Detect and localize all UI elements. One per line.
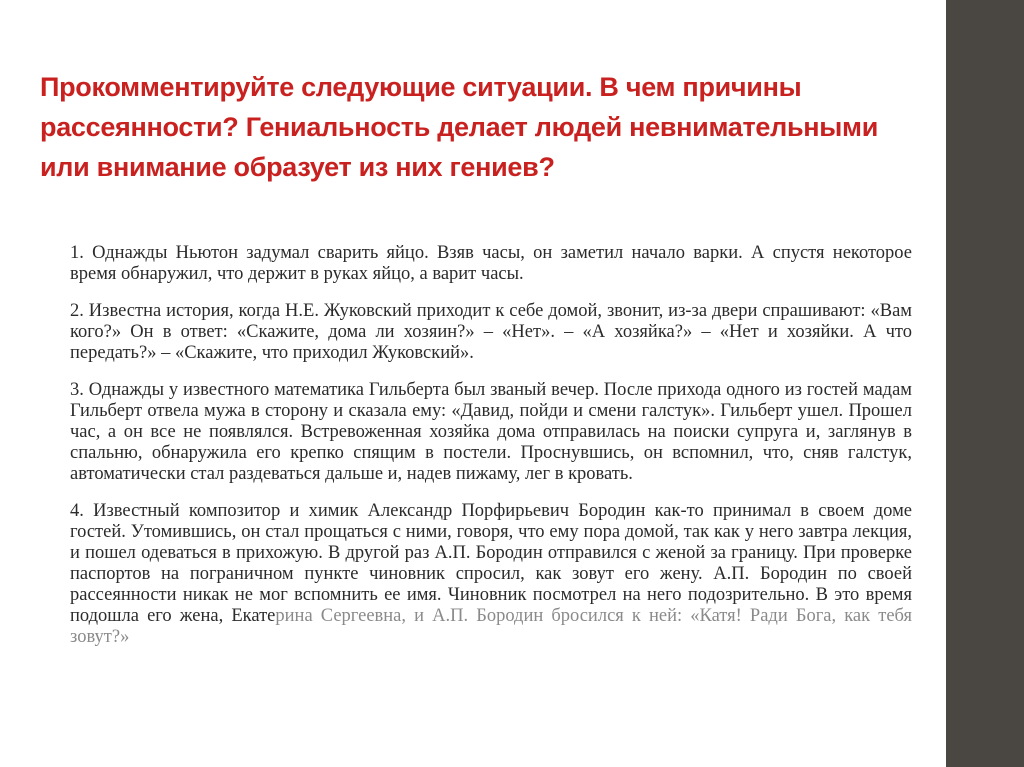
side-bar xyxy=(946,0,1024,767)
slide-title: Прокомментируйте следующие ситуации. В чем причины рассеянности? Гениальность делает людей невнимательными или внимание образует из них гениев? xyxy=(40,72,879,182)
paragraph-newton: 1. Однажды Ньютон задумал сварить яйцо. Взяв часы, он заметил начало варки. А спустя некоторое время обнаружил, что держит в руках яйцо, а варит часы. xyxy=(70,243,912,284)
slide-content xyxy=(70,243,912,648)
paragraph-hilbert: 3. Однажды у известного математика Гильберта был званый вечер. После прихода одного из гостей мадам Гильберт отвела мужа в сторону и сказала ему: «Давид, пойди и смени галстук». Гильберт ушел. Прошел час, а он все не появлялся. Встревоженная хозяйка дома отправилась на поиски супруга и, заглянув в спальню, обнаружила его крепко спящим в постели. Проснувшись, он вспомнил, что, сняв галстук, автоматически стал раздеваться дальше и, надев пижаму, лег в кровать. xyxy=(70,380,912,484)
paragraph-borodin-text: 4. Известный композитор и химик Александр Порфирьевич Бородин как-то принимал в своем доме гостей. Утомившись, он стал прощаться с ними, говоря, что ему пора домой, так как у него завтра лекция, и пошел одеваться в прихожую. В другой раз А.П. Бородин отправился с женой за границу. При проверке паспортов на пограничном пункте чиновник спросил, как зовут его жену. А.П. Бородин по своей рассеянности никак не мог вспомнить ее имя. Чиновник посмотрел на него подозрительно. В это время подошла его жена, Екате xyxy=(70,501,912,626)
paragraph-borodin-faded-text: рина Сергеевна, и А.П. Бородин бросился к ней: «Катя! Ради Бога, как тебя зовут?» xyxy=(70,606,912,647)
paragraph-borodin xyxy=(70,501,912,648)
paragraph-zhukovsky: 2. Известна история, когда Н.Е. Жуковский приходит к себе домой, звонит, из-за двери спрашивают: «Вам кого?» Он в ответ: «Скажите, дома ли хозяин?» – «Нет». – «А хозяйка?» – «Нет и хозяйки. А что передать?» – «Скажите, что приходил Жуковский». xyxy=(70,301,912,363)
